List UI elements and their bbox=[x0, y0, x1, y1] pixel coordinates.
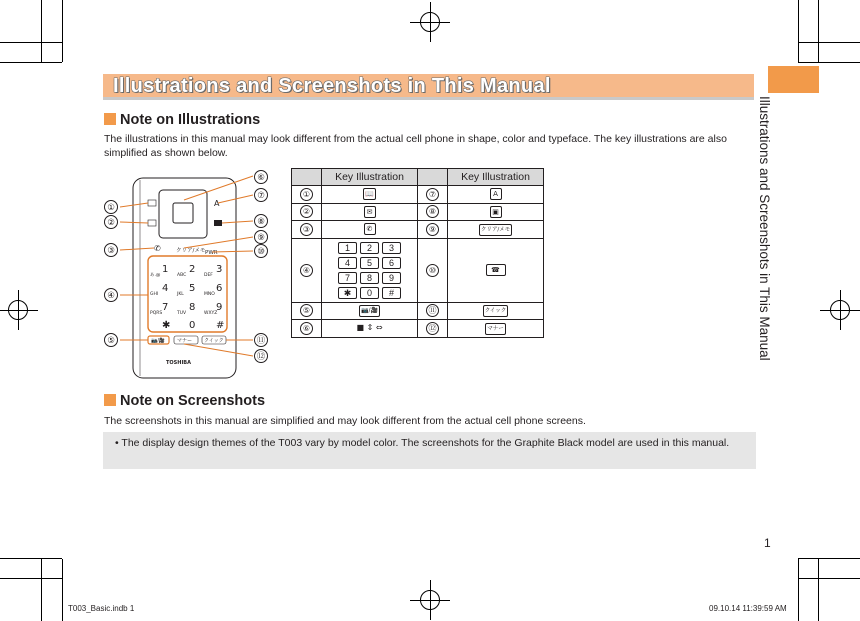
key-number: ① bbox=[292, 186, 322, 204]
a-key-icon: A bbox=[490, 188, 502, 200]
callout-2: ② bbox=[104, 215, 118, 229]
callout-9: ⑨ bbox=[254, 230, 268, 244]
registration-mark bbox=[0, 290, 38, 330]
illustrations-text: The illustrations in this manual may look different from the actual cell phone in shape, color and typeface. The key illustrations are also simplified as shown below. bbox=[104, 133, 727, 159]
svg-text:#: # bbox=[216, 320, 225, 331]
crop-mark bbox=[62, 0, 63, 62]
key-illustration bbox=[448, 320, 544, 338]
key-illustration bbox=[322, 203, 418, 221]
keypad-icon: 1 2 3 4 5 6 7 8 9 ✱ 0 # bbox=[338, 242, 401, 299]
svg-text:JKL: JKL bbox=[177, 292, 184, 297]
key-number: ⑦ bbox=[418, 186, 448, 204]
callout-8: ⑧ bbox=[254, 214, 268, 228]
registration-mark bbox=[410, 580, 450, 620]
key-illustration bbox=[448, 203, 544, 221]
crop-mark bbox=[0, 42, 62, 43]
svg-text:MNO: MNO bbox=[204, 292, 215, 297]
note-bullet-text: The display design themes of the T003 vary by model color. The screenshots for the Graphite Black model are used in this manual. bbox=[121, 437, 730, 449]
center-nav-key-icon: ■ ⇕ ⇔ bbox=[356, 322, 383, 332]
screenshots-heading-text: Note on Screenshots bbox=[120, 393, 266, 409]
svg-text:📷/🎥: 📷/🎥 bbox=[151, 338, 166, 344]
key-number: ② bbox=[292, 203, 322, 221]
table-header-blank bbox=[292, 169, 322, 186]
mail-key-icon: ✉ bbox=[364, 206, 376, 218]
end-call-key-icon: ☎ bbox=[486, 264, 506, 276]
key-illustration bbox=[322, 186, 418, 204]
svg-text:9: 9 bbox=[216, 302, 223, 313]
svg-text:1: 1 bbox=[162, 264, 169, 275]
callout-4: ④ bbox=[104, 288, 118, 302]
crop-mark bbox=[818, 559, 819, 621]
callout-6: ⑥ bbox=[254, 170, 268, 184]
key-illustration bbox=[448, 221, 544, 239]
key-number: ⑧ bbox=[418, 203, 448, 221]
callout-12: ⑫ bbox=[254, 349, 268, 363]
table-header-row bbox=[292, 169, 544, 186]
svg-text:3: 3 bbox=[216, 264, 223, 275]
clear-key-label: クリア/メモ bbox=[176, 248, 206, 254]
registration-mark bbox=[820, 290, 860, 330]
key-illustration bbox=[448, 238, 544, 302]
svg-text:PQRS: PQRS bbox=[150, 311, 163, 316]
key-illustration bbox=[322, 238, 418, 302]
crop-mark bbox=[798, 559, 799, 621]
heading-square-icon bbox=[104, 394, 116, 406]
quick-key-icon: クイック bbox=[483, 305, 509, 317]
key-number: ④ bbox=[292, 238, 322, 302]
table-row bbox=[292, 186, 544, 204]
crop-mark bbox=[818, 0, 819, 62]
table-header: Key Illustration bbox=[322, 169, 418, 186]
callout-1: ① bbox=[104, 200, 118, 214]
ez-key-icon: ▣ bbox=[490, 206, 502, 218]
heading-square-icon bbox=[104, 113, 116, 125]
callout-11: ⑪ bbox=[254, 333, 268, 347]
screenshots-heading bbox=[104, 393, 265, 409]
key-number: ⑨ bbox=[418, 221, 448, 239]
svg-text:あ.@: あ.@ bbox=[150, 273, 161, 278]
crop-mark bbox=[798, 62, 860, 63]
screenshots-text: The screenshots in this manual are simplified and may look different from the actual cell phone screens. bbox=[104, 415, 586, 427]
call-key-icon: ✆ bbox=[364, 223, 376, 235]
key-illustration bbox=[448, 302, 544, 320]
svg-text:6: 6 bbox=[216, 283, 223, 294]
table-row bbox=[292, 238, 544, 302]
svg-text:クイック: クイック bbox=[204, 338, 224, 344]
crop-mark bbox=[0, 62, 62, 63]
crop-mark bbox=[62, 559, 63, 621]
table-header-blank bbox=[418, 169, 448, 186]
crop-mark bbox=[798, 42, 860, 43]
svg-text:WXYZ: WXYZ bbox=[204, 311, 218, 316]
crop-mark bbox=[41, 0, 42, 62]
key-illustration bbox=[322, 320, 418, 338]
page-title: Illustrations and Screenshots in This Manual bbox=[113, 75, 551, 97]
side-title-text: Illustrations and Screenshots in This Manual bbox=[757, 96, 772, 361]
manner-key-icon: マナー bbox=[485, 323, 506, 335]
illustrations-heading-text: Note on Illustrations bbox=[120, 112, 261, 128]
svg-text:DEF: DEF bbox=[204, 273, 213, 278]
callout-10: ⑩ bbox=[254, 244, 268, 258]
camera-key-icon: 📷/🎥 bbox=[359, 305, 380, 317]
svg-text:TUV: TUV bbox=[177, 311, 187, 316]
table-row bbox=[292, 221, 544, 239]
svg-text:ABC: ABC bbox=[177, 273, 187, 278]
svg-text:✱: ✱ bbox=[162, 320, 171, 331]
key-illustration bbox=[322, 302, 418, 320]
phone-brand: TOSHIBA bbox=[166, 360, 191, 366]
page-banner bbox=[103, 74, 754, 100]
note-bullet: • The display design themes of the T003 vary by model color. The screenshots for the Graphite Black model are used in this manual. bbox=[115, 437, 730, 449]
table-row bbox=[292, 320, 544, 338]
note-box bbox=[103, 432, 756, 469]
key-number: ③ bbox=[292, 221, 322, 239]
footer-filename: T003_Basic.indb 1 bbox=[68, 604, 135, 613]
key-illustration bbox=[448, 186, 544, 204]
callout-5: ⑤ bbox=[104, 333, 118, 347]
svg-text:8: 8 bbox=[189, 302, 196, 313]
svg-text:2: 2 bbox=[189, 264, 196, 275]
phonebook-key-icon: 📖 bbox=[365, 190, 374, 199]
registration-mark bbox=[410, 2, 450, 42]
crop-mark bbox=[798, 558, 860, 559]
pwr-key-label: PWR bbox=[205, 250, 218, 256]
key-illustration-table bbox=[291, 168, 544, 338]
key-number: ⑤ bbox=[292, 302, 322, 320]
key-illustration bbox=[322, 221, 418, 239]
key-number: ⑫ bbox=[418, 320, 448, 338]
svg-text:7: 7 bbox=[162, 302, 169, 313]
clear-memo-key-icon: クリア/メモ bbox=[479, 224, 512, 236]
svg-text:GHI: GHI bbox=[150, 292, 159, 297]
key-number: ⑩ bbox=[418, 238, 448, 302]
table-header: Key Illustration bbox=[448, 169, 544, 186]
footer-timestamp: 09.10.14 11:39:59 AM bbox=[709, 604, 787, 613]
crop-mark bbox=[0, 558, 62, 559]
svg-text:A: A bbox=[214, 199, 220, 208]
key-number: ⑥ bbox=[292, 320, 322, 338]
svg-text:0: 0 bbox=[189, 320, 196, 331]
illustrations-heading bbox=[104, 112, 260, 128]
svg-text:4: 4 bbox=[162, 283, 169, 294]
phone-illustration bbox=[104, 170, 284, 382]
crop-mark bbox=[798, 0, 799, 62]
page-number: 1 bbox=[764, 536, 771, 550]
chapter-tab bbox=[768, 66, 819, 93]
crop-mark bbox=[798, 578, 860, 579]
table-row bbox=[292, 302, 544, 320]
table-row bbox=[292, 203, 544, 221]
svg-text:✆: ✆ bbox=[154, 244, 161, 253]
callout-3: ③ bbox=[104, 243, 118, 257]
crop-mark bbox=[41, 559, 42, 621]
key-number: ⑪ bbox=[418, 302, 448, 320]
svg-text:マナー: マナー bbox=[177, 338, 193, 344]
svg-text:5: 5 bbox=[189, 283, 196, 294]
callout-7: ⑦ bbox=[254, 188, 268, 202]
crop-mark bbox=[0, 578, 62, 579]
side-title bbox=[752, 96, 792, 386]
